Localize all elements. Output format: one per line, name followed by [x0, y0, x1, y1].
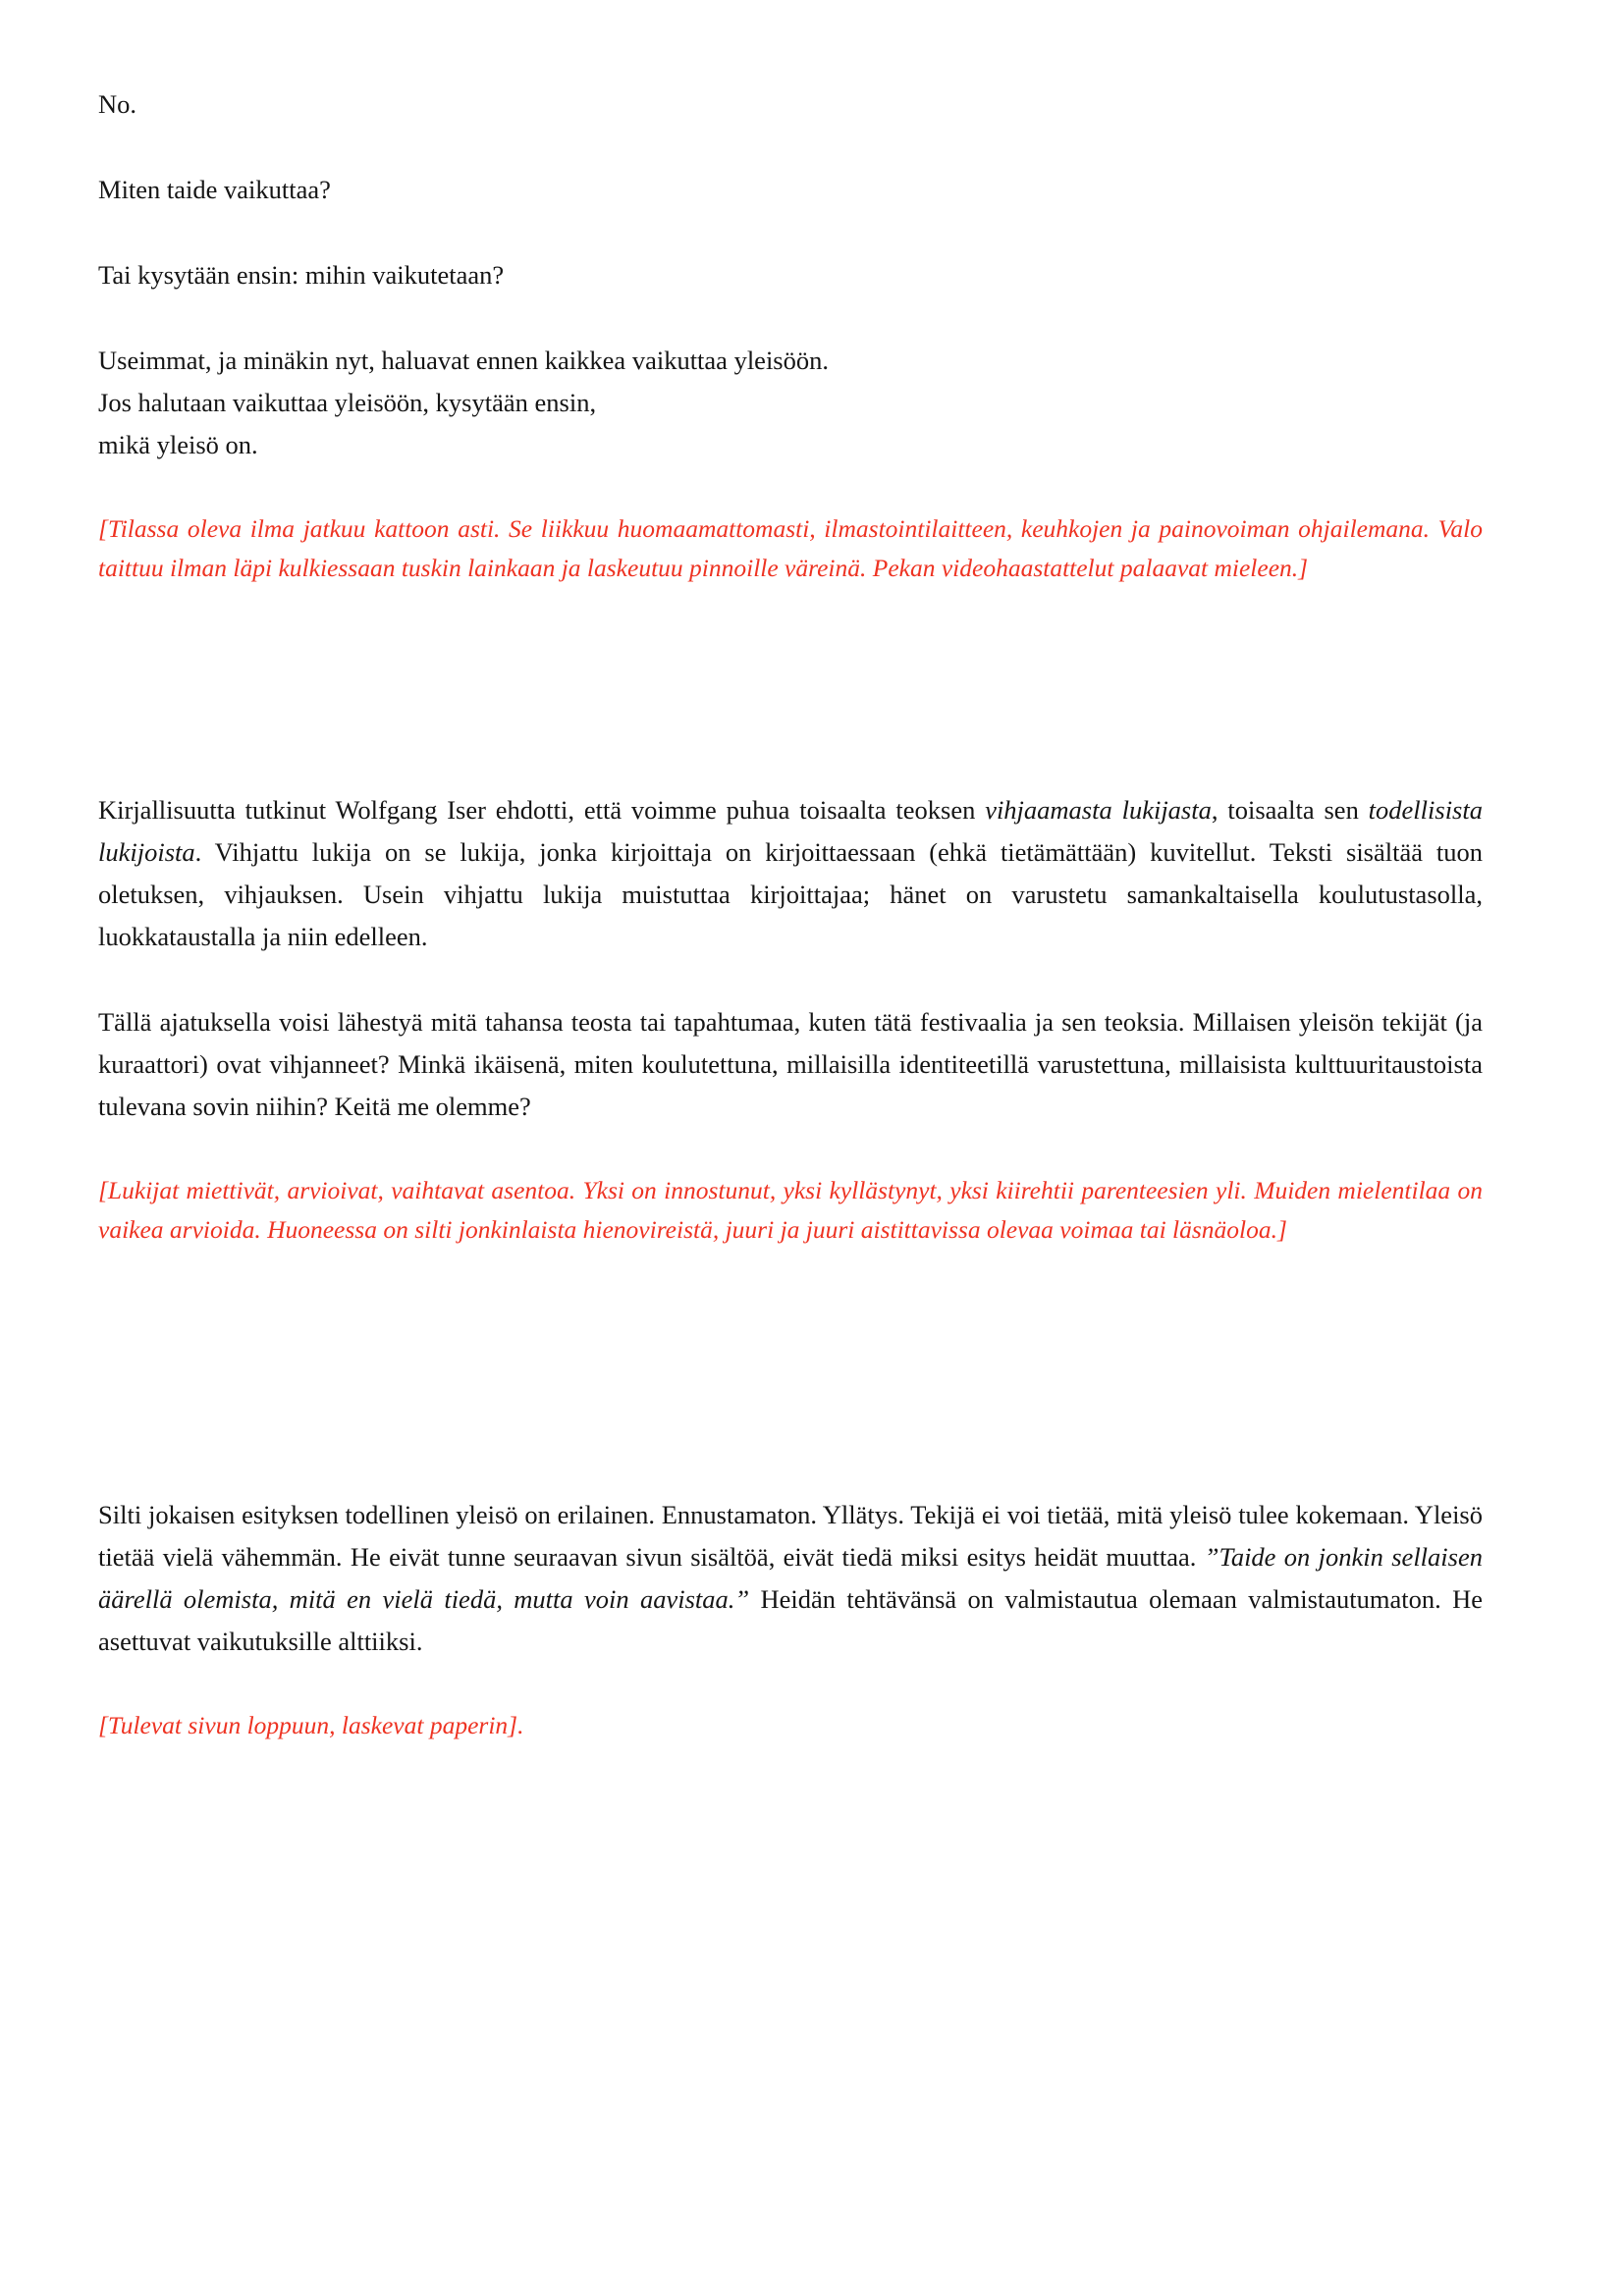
text-run: Kirjallisuutta tutkinut Wolfgang Iser ehdotti, että voimme puhua toisaalta teoksen — [98, 795, 986, 826]
paragraph-no: No. — [98, 89, 137, 119]
paragraph-audience-line-3: mikä yleisö on. — [98, 429, 258, 459]
spacer — [98, 211, 1483, 254]
spacer-large-2 — [98, 1250, 1483, 1451]
spacer — [98, 466, 1483, 509]
paragraph-question-1: Miten taide vaikuttaa? — [98, 174, 331, 204]
spacer — [98, 958, 1483, 1001]
paragraph-festival: Tällä ajatuksella voisi lähestyä mitä tahansa teosta tai tapahtumaa, kuten tätä festivaalia ja sen teoksia. Millaisen yleisön tekijät (ja kuraattori) ovat vihjanneet? Minkä ikäisenä, miten koulutettuna, millaisilla identiteetillä varustettuna, millaisista kulttuuritaustoista tulevana sovin niihin? Keitä me olemme? — [98, 1006, 1483, 1121]
paragraph-audience-line-2: Jos halutaan vaikuttaa yleisöön, kysytään ensin, — [98, 387, 597, 417]
text-run: Silti jokaisen esityksen todellinen yleisö on erilainen. Ennustamaton. Yllätys. Tekijä ei voi tietää, mitä yleisö tulee kokemaan. Yleisö tietää vielä vähemmän. He eivät tunne seuraavan sivun sisältöä, eivät tiedä miksi esitys heidät muuttaa. — [98, 1500, 1483, 1573]
text-run: Heidän tehtävänsä on valmistautua olemaan valmistautumaton. He asettuvat vaikutuksille alttiiksi. — [98, 1583, 1483, 1656]
paragraph-question-2: Tai kysytään ensin: mihin vaikutetaan? — [98, 259, 505, 290]
paragraph-audience-line-1: Useimmat, ja minäkin nyt, haluavat ennen kaikkea vaikuttaa yleisöön. — [98, 345, 829, 375]
spacer — [98, 1663, 1483, 1706]
stage-direction-air: [Tilassa oleva ilma jatkuu kattoon asti. Se liikkuu huomaamattomasti, ilmastointilaitteen, keuhkojen ja painovoiman ohjailemana. Valo taittuu ilman läpi kulkiessaan tuskin lainkaan ja laskeutuu pinnoille väreinä. Pekan videohaastattelut palaavat mieleen.] — [98, 513, 1483, 582]
spacer — [98, 1451, 1483, 1494]
stage-direction-readers: [Lukijat miettivät, arvioivat, vaihtavat asentoa. Yksi on innostunut, yksi kyllästynyt, yksi kiirehtii parenteesien yli. Muiden mielentilaa on vaikea arvioida. Huoneessa on silti jonkinlaista hienovireistä, juuri ja juuri aistittavissa olevaa voimaa tai läsnäoloa.] — [98, 1175, 1483, 1244]
spacer — [98, 1128, 1483, 1171]
text-run-italic: vihjaamasta lukijasta — [985, 795, 1212, 826]
spacer-large-1 — [98, 588, 1483, 789]
spacer — [98, 126, 1483, 169]
document-body — [98, 83, 1483, 1745]
paragraph-real-audience — [98, 1494, 1483, 1663]
text-run-quote: ”Taide on jonkin sellaisen äärellä olemista, mitä en vielä tiedä, mutta voin aavistaa.” — [98, 1542, 1483, 1614]
text-run: . Vihjattu lukija on se lukija, jonka kirjoittaja on kirjoittaessaan (ehkä tietämättään) kuvitellut. Teksti sisältää tuon oletuksen, vihjauksen. Usein vihjattu lukija muistuttaa kirjoittajaa; hänet on varustetu samankaltaisella koulutustasolla, luokkataustalla ja niin edelleen. — [98, 837, 1483, 951]
stage-direction-end: [Tulevat sivun loppuun, laskevat paperin]. — [98, 1710, 524, 1739]
spacer — [98, 296, 1483, 340]
text-run: , toisaalta sen — [1211, 795, 1369, 826]
paragraph-iser — [98, 789, 1483, 958]
text-run-italic: todellisista lukijoista — [98, 795, 1483, 868]
